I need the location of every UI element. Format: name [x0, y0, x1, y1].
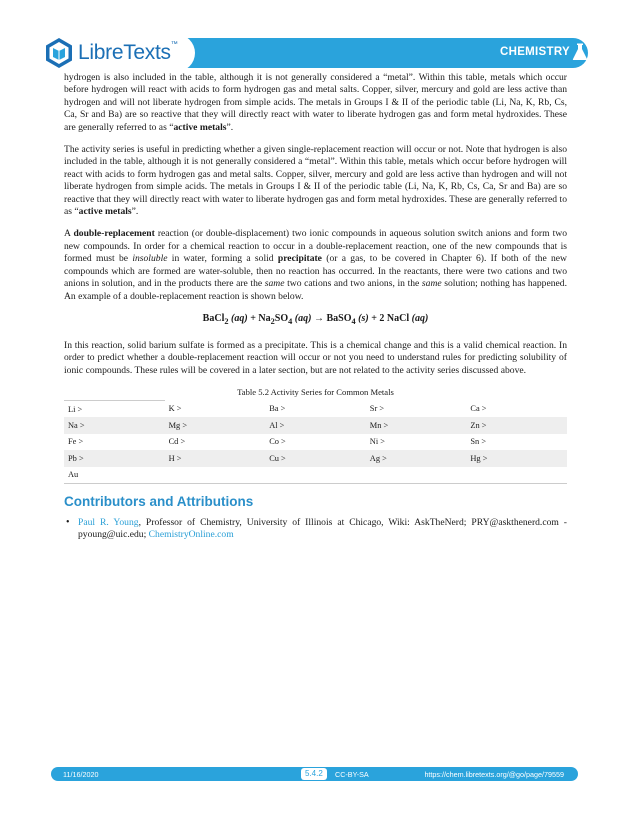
contributors-heading: Contributors and Attributions	[64, 493, 254, 509]
table-cell: Ba >	[269, 404, 286, 414]
chemical-equation: BaCl$_2$ $(aq) + Na_2SO_4$ (aq) → BaSO$_4$ (s) + 2 NaCl (aq)	[202, 312, 429, 326]
logo-text: LibreTexts™	[78, 41, 178, 64]
subject-label[interactable]: CHEMISTRY	[500, 46, 570, 58]
table-caption: Table 5.2 Activity Series for Common Metals	[237, 387, 394, 398]
table-row	[64, 417, 567, 434]
table-cell: Ag >	[366, 450, 467, 467]
table-cell: Ni >	[369, 437, 385, 447]
table-cell: H >	[165, 450, 266, 467]
table-cell: Li >	[64, 401, 165, 418]
table-cell: Sn >	[470, 437, 487, 447]
footer-date: 11/16/2020	[63, 770, 99, 779]
chemistry-online-link[interactable]: ChemistryOnline.com	[148, 529, 234, 541]
table-cell	[165, 467, 266, 484]
table-cell: Mn >	[366, 417, 467, 434]
libretexts-logo[interactable]	[44, 34, 195, 72]
license-label[interactable]: CC-BY-SA	[335, 770, 369, 779]
term-precipitate: precipitate	[277, 253, 322, 265]
table-cell: Cd >	[168, 437, 186, 447]
table-cell: Na >	[64, 417, 165, 434]
contributors-list	[64, 517, 567, 542]
term-double-replacement: double-replacement	[73, 228, 155, 240]
list-item: • Paul R. Young, Professor of Chemistry, University of Illinois at Chicago, Wiki: AskTheNerd; PRY@askthenerd.com - pyoung@uic.edu; ChemistryOnline.com	[64, 517, 567, 542]
table-cell: Mg >	[165, 417, 266, 434]
term-active-metals: active metals	[78, 206, 132, 218]
paragraph-double-replacement: A double-replacement reaction (or double-displacement) two ionic compounds in aqueous solution switch anions and form two new compounds. In order for a chemical reaction to occur in a double-replacement reaction, one of the new compounds that is formed must be insoluble in water, forming a solid precipitate (or a gas, to be covered in Chapter 6). If both of the new compounds which are formed are water-soluble, then no reaction has occurred. In the reactants, there were two cations and two anions in solution, and in the products there are the same two cations and two anions, in the same solution; nothing has happened. An example of a double-replacement reaction is shown below.	[64, 228, 567, 302]
table-row	[64, 434, 567, 451]
page-header	[0, 34, 630, 74]
table-cell: Cu >	[265, 450, 366, 467]
term-active-metals: active metals	[173, 121, 227, 133]
activity-series-table	[64, 400, 567, 484]
table-cell: Ca >	[470, 404, 487, 414]
table-cell	[466, 467, 567, 484]
table-row	[64, 401, 567, 418]
table-cell: Al >	[265, 417, 366, 434]
page-content	[64, 72, 567, 541]
paragraph-activity-series: The activity series is useful in predicting whether a given single-replacement reaction will occur or not. Note that hydrogen is also included in the table, although it is not generally considered a “metal”. Within this table, metals which occur before hydrogen will react with acids to form hydrogen gas and metal salts. Copper, silver, mercury and gold are less active than hydrogen and will not liberate hydrogen from simple acids. The metals in Groups I & II of the periodic table (Li, Na, K, Rb, Cs, Ca, Sr and Ba) are so reactive that they will directly react with water to liberate hydrogen gas and form metal hydroxides. These are generally referred to as “active metals”.	[64, 144, 567, 218]
table-cell: Sr >	[369, 404, 385, 414]
table-cell: Pb >	[64, 450, 165, 467]
page-url-link[interactable]: https://chem.libretexts.org/@go/page/79559	[424, 770, 564, 779]
table-row	[64, 467, 567, 484]
table-cell: Zn >	[466, 417, 567, 434]
table-cell: K >	[168, 404, 182, 414]
table-cell: Co >	[269, 437, 286, 447]
libretexts-logo-icon	[44, 37, 74, 69]
table-cell	[265, 467, 366, 484]
table-row	[64, 450, 567, 467]
table-cell: Hg >	[466, 450, 567, 467]
contributor-name-link[interactable]: Paul R. Young	[78, 516, 139, 528]
paragraph-active-metals-intro: hydrogen is also included in the table, although it is not generally considered a “metal”. Within this table, metals which occur before hydrogen will react with acids to form hydrogen gas and metal salts. Copper, silver, mercury and gold are less active than hydrogen and will not liberate hydrogen from simple acids. The metals in Groups I & II of the periodic table (Li, Na, K, Rb, Cs, Ca, Sr and Ba) are so reactive that they will directly react with water to liberate hydrogen gas and form metal hydroxides. These are generally referred to as “active metals”.	[64, 72, 567, 133]
page-number-badge: 5.4.2	[301, 768, 327, 780]
table-cell: Au	[64, 467, 165, 484]
flask-icon	[572, 43, 588, 61]
paragraph-precipitate-explanation: In this reaction, solid barium sulfate is formed as a precipitate. This is a chemical change and this is a valid chemical reaction. In order to predict whether a double-replacement reaction will occur or not you need to understand rules for predicting solubility of ionic compounds. These rules will be covered in a later section, but are not related to the activity series discussed above.	[64, 339, 567, 376]
table-cell: Fe >	[68, 437, 84, 447]
page-footer	[51, 767, 578, 781]
table-cell	[366, 467, 467, 484]
